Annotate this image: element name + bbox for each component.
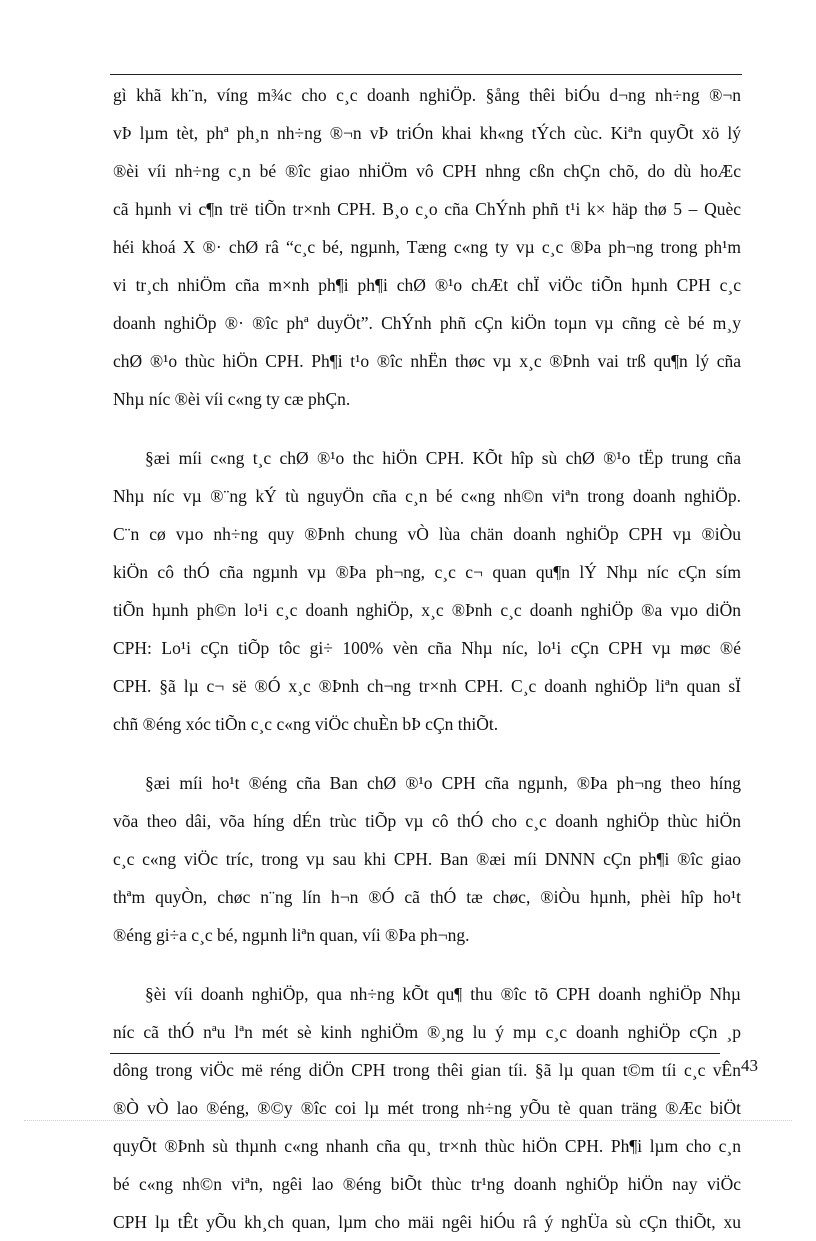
- text-line: §æi míi ho¹t ®éng cña Ban chØ ®¹o CPH cña ngµnh, ®Þa ph¬ng theo híng: [145, 773, 741, 793]
- text-line: CPH. §ã lµ c¬ së ®Ó x¸c ®Þnh ch¬ng tr×nh CPH. C¸c doanh nghiÖp liªn quan sÏ: [113, 676, 741, 696]
- paragraph: [113, 76, 741, 418]
- document-body: [113, 76, 741, 1241]
- text-line: dông trong viÖc më réng diÖn CPH trong thêi gian tíi. §ã lµ quan t©m tíi c¸c vÊn: [113, 1060, 741, 1080]
- text-line: ®èi víi nh÷ng c¸n bé ®îc giao nhiÖm vô CPH nhng cßn chÇn chõ, do dù hoÆc: [113, 161, 741, 181]
- text-line: §èi víi doanh nghiÖp, qua nh÷ng kÕt qu¶ thu ®îc tõ CPH doanh nghiÖp Nhµ: [145, 984, 741, 1004]
- text-line: thªm quyÒn, chøc n¨ng lín h¬n ®Ó cã thÓ tæ chøc, ®iÒu hµnh, phèi hîp ho¹t: [113, 887, 741, 907]
- text-line: kiÖn cô thÓ cña ngµnh vµ ®Þa ph¬ng, c¸c c¬ quan qu¶n lÝ Nhµ níc cÇn sím: [113, 562, 741, 582]
- text-line: tiÕn hµnh ph©n lo¹i c¸c doanh nghiÖp, x¸c ®Þnh c¸c doanh nghiÖp ®a vµo diÖn: [113, 600, 741, 620]
- text-line: gì khã kh¨n, víng m¾c cho c¸c doanh nghiÖp. §ång thêi biÓu d¬ng nh÷ng ®¬n: [113, 85, 741, 105]
- text-line: c¸c c«ng viÖc tríc, trong vµ sau khi CPH. Ban ®æi míi DNNN cÇn ph¶i ®îc giao: [113, 849, 741, 869]
- paragraph-spacer: [113, 954, 741, 975]
- page-edge-divider: [24, 1120, 792, 1121]
- text-line: CPH: Lo¹i cÇn tiÕp tôc gi÷ 100% vèn cña Nhµ níc, lo¹i cÇn CPH vµ møc ®é: [113, 638, 741, 658]
- text-line: Nhµ níc ®èi víi c«ng ty cæ phÇn.: [113, 389, 351, 409]
- page-number: 43: [741, 1056, 758, 1075]
- text-line: cã hµnh vi c¶n trë tiÕn tr×nh CPH. B¸o c¸o cña ChÝnh phñ t¹i k× häp thø 5 – Quèc: [113, 199, 741, 219]
- paragraph: [113, 439, 741, 743]
- header-rule: [110, 74, 742, 75]
- text-line: C¨n cø vµo nh÷ng quy ®Þnh chung vÒ lùa chän doanh nghiÖp CPH vµ ®iÒu: [113, 524, 741, 544]
- text-line: doanh nghiÖp ®· ®îc phª duyÖt”. ChÝnh phñ cÇn kiÖn toµn vµ cñng cè bé m¸y: [113, 313, 741, 333]
- text-line: bé c«ng nh©n viªn, ngêi lao ®éng biÕt thùc tr¹ng doanh nghiÖp hiÖn nay viÖc: [113, 1174, 741, 1194]
- text-line: quyÕt ®Þnh sù thµnh c«ng nhanh cña qu¸ tr×nh thùc hiÖn CPH. Ph¶i lµm cho c¸n: [113, 1136, 741, 1156]
- paragraph: [113, 764, 741, 954]
- text-line: chØ ®¹o thùc hiÖn CPH. Ph¶i t¹o ®îc nhËn thøc vµ x¸c ®Þnh vai trß qu¶n lý cña: [113, 351, 741, 371]
- text-line: vÞ lµm tèt, phª ph¸n nh÷ng ®¬n vÞ triÓn khai kh«ng tÝch cùc. Kiªn quyÕt xö lý: [113, 123, 741, 143]
- text-line: võa theo dâi, võa híng dÉn trùc tiÕp vµ cô thÓ cho c¸c doanh nghiÖp thùc hiÖn: [113, 811, 741, 831]
- text-line: ®éng gi÷a c¸c bé, ngµnh liªn quan, víi ®Þa ph¬ng.: [113, 925, 470, 945]
- footer-rule: [110, 1053, 720, 1054]
- text-line: ®Ò vÒ lao ®éng, ®©y ®îc coi lµ mét trong nh÷ng yÕu tè quan träng ®Æc biÖt: [113, 1098, 741, 1118]
- paragraph: [113, 975, 741, 1241]
- text-line: Nhµ níc vµ ®¨ng kÝ tù nguyÖn cña c¸n bé c«ng nh©n viªn trong doanh nghiÖp.: [113, 486, 741, 506]
- text-line: vi tr¸ch nhiÖm cña m×nh ph¶i ph¶i chØ ®¹o chÆt chÏ viÖc tiÕn hµnh CPH c¸c: [113, 275, 741, 295]
- text-line: CPH lµ tÊt yÕu kh¸ch quan, lµm cho mäi ngêi hiÓu râ ý nghÜa sù cÇn thiÕt, xu: [113, 1212, 741, 1232]
- text-line: níc cã thÓ nªu lªn mét sè kinh nghiÖm ®¸ng lu ý mµ c¸c doanh nghiÖp cÇn ¸p: [113, 1022, 741, 1042]
- text-line: chñ ®éng xóc tiÕn c¸c c«ng viÖc chuÈn bÞ cÇn thiÕt.: [113, 714, 499, 734]
- paragraph-spacer: [113, 743, 741, 764]
- text-line: héi khoá X ®· chØ râ “c¸c bé, ngµnh, Tæng c«ng ty vµ c¸c ®Þa ph¬ng trong ph¹m: [113, 237, 741, 257]
- paragraph-spacer: [113, 418, 741, 439]
- text-line: §æi míi c«ng t¸c chØ ®¹o thc hiÖn CPH. KÕt hîp sù chØ ®¹o tËp trung cña: [145, 448, 741, 468]
